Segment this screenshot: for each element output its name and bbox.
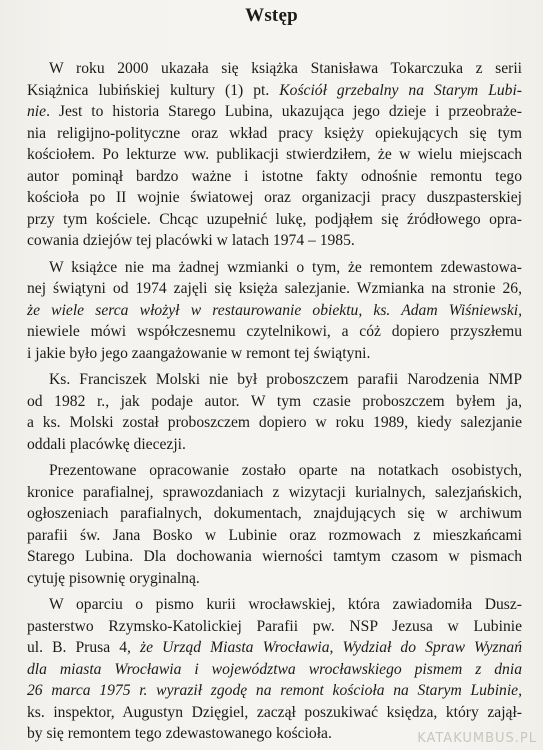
text-line [27, 144, 522, 166]
text-segment: cytuję pisownię oryginalną. [27, 569, 200, 587]
italic-segment: dla miasta Wrocławia i województwa wrocławskiego pismem z dnia [27, 660, 522, 678]
text-line [27, 187, 522, 209]
text-segment: pasterstwo Rzymsko-Katolickiej Parafii pw. NSP Jezusa w Lubinie [27, 617, 522, 635]
text-segment: kościołem. Po lekturze ww. publikacji stwierdziłem, że w wielu miejscach [27, 146, 522, 163]
text-segment: ks. inspektor, Augustyn Dzięgiel, zaczął poszukiwać księdza, który zajął- [27, 703, 522, 721]
page-title: Wstęp [245, 5, 298, 26]
text-segment: przy tym kościele. Chcąc uzupełnić lukę, podjąłem się źródłowego opra- [27, 210, 522, 228]
text-line [27, 412, 522, 434]
text-line [27, 321, 522, 343]
text-line [27, 343, 522, 365]
text-line [27, 209, 522, 231]
text-segment: Starego Lubina. Dla dochowania wierności tamtym czasom w pismach [27, 548, 522, 565]
text-segment: kościoła po II wojnie światowej oraz organizacji pracy duszpasterskiej [27, 189, 522, 206]
text-line [27, 300, 522, 322]
text-line [27, 58, 522, 80]
text-segment: od 1982 r., jak podaje autor. W tym czasie proboszczem byłem ja, [27, 392, 522, 410]
text-line [27, 101, 522, 123]
text-line [27, 616, 522, 638]
text-line [27, 123, 522, 145]
text-segment: W roku 2000 ukazała się książka Stanisława Tokarczuka z serii [49, 60, 522, 77]
text-line [27, 482, 522, 504]
text-segment: kronice parafialnej, sprawozdaniach z wizytacji kurialnych, salezjańskich, [27, 483, 522, 501]
text-segment: cowania dziejów tej placówki w latach 1974 – 1985. [27, 232, 355, 249]
text-line [27, 434, 522, 456]
text-segment: Ks. Franciszek Molski nie był proboszczem parafii Narodzenia NMP [49, 371, 522, 388]
text-segment: autor pominął bardzo ważne i istotne fakty odnośnie remontu tego [27, 167, 522, 185]
text-line [27, 278, 522, 300]
text-line [27, 680, 522, 702]
watermark: KATAKUMBUS.PL [417, 731, 537, 746]
text-line [27, 546, 522, 568]
body-text [27, 58, 522, 745]
text-segment: ul. B. Prusa 4, [27, 639, 141, 656]
text-segment: parafii św. Jana Bosko w Lubinie oraz rozmowach z mieszkańcami [27, 526, 522, 544]
text-segment: i jakie było jego zaangażowanie w remont tej świątyni. [27, 344, 371, 362]
text-segment: ogłoszeniach parafialnych, dokumentach, znajdujących się w archiwum [27, 505, 522, 522]
text-line [27, 369, 522, 391]
text-line [27, 594, 522, 616]
text-line [27, 659, 522, 681]
text-segment: Prezentowane opracowanie zostało oparte na notatkach osobistych, [49, 462, 522, 479]
text-line [27, 230, 522, 252]
text-segment: niewiele mówi współczesnemu czytelnikowi, a cóż dopiero przyszłemu [27, 323, 522, 340]
text-line [27, 257, 522, 279]
text-segment: oddali placówkę diecezji. [27, 435, 186, 453]
text-segment: W oparciu o pismo kurii wrocławskiej, która zawiadomiła Dusz- [49, 596, 522, 613]
text-line [27, 637, 522, 659]
italic-segment: nie [27, 103, 47, 120]
italic-segment: 26 marca 1975 r. wyraził zgodę na remont kościoła na Starym Lubinie, [27, 682, 522, 699]
italic-segment: Kościół grzebalny na Starym Lubi- [279, 81, 522, 99]
text-segment: W książce nie ma żadnej wzmianki o tym, że remontem zdewastowa- [49, 258, 522, 276]
text-line [27, 503, 522, 525]
text-segment: a ks. Molski został proboszczem dopiero w roku 1989, kiedy salezjanie [27, 414, 522, 431]
text-line [27, 80, 522, 102]
text-line [27, 568, 522, 590]
text-line [27, 166, 522, 188]
text-segment: nia religijno-polityczne oraz wkład pracy księży opiekujących się tym [27, 124, 522, 142]
text-segment: . Jest to historia Starego Lubina, ukazująca jego dzieje i przeobraże- [46, 103, 522, 120]
italic-segment: że Urząd Miasta Wrocławia, Wydział do Spraw Wyznań [140, 639, 522, 656]
text-line [27, 460, 522, 482]
text-line [27, 391, 522, 413]
text-line [27, 702, 522, 724]
text-segment: nej świątyni od 1974 zajęli się księża salezjanie. Wzmianka na stronie 26, [27, 280, 522, 297]
text-segment: by się remontem tego zdewastowanego kościoła. [27, 725, 332, 742]
text-line [27, 525, 522, 547]
italic-segment: że wiele serca włożył w restaurowanie obiektu, ks. Adam Wiśniewski, [27, 301, 522, 319]
text-segment: Książnica lubińskiej kultury (1) pt. [27, 81, 280, 99]
